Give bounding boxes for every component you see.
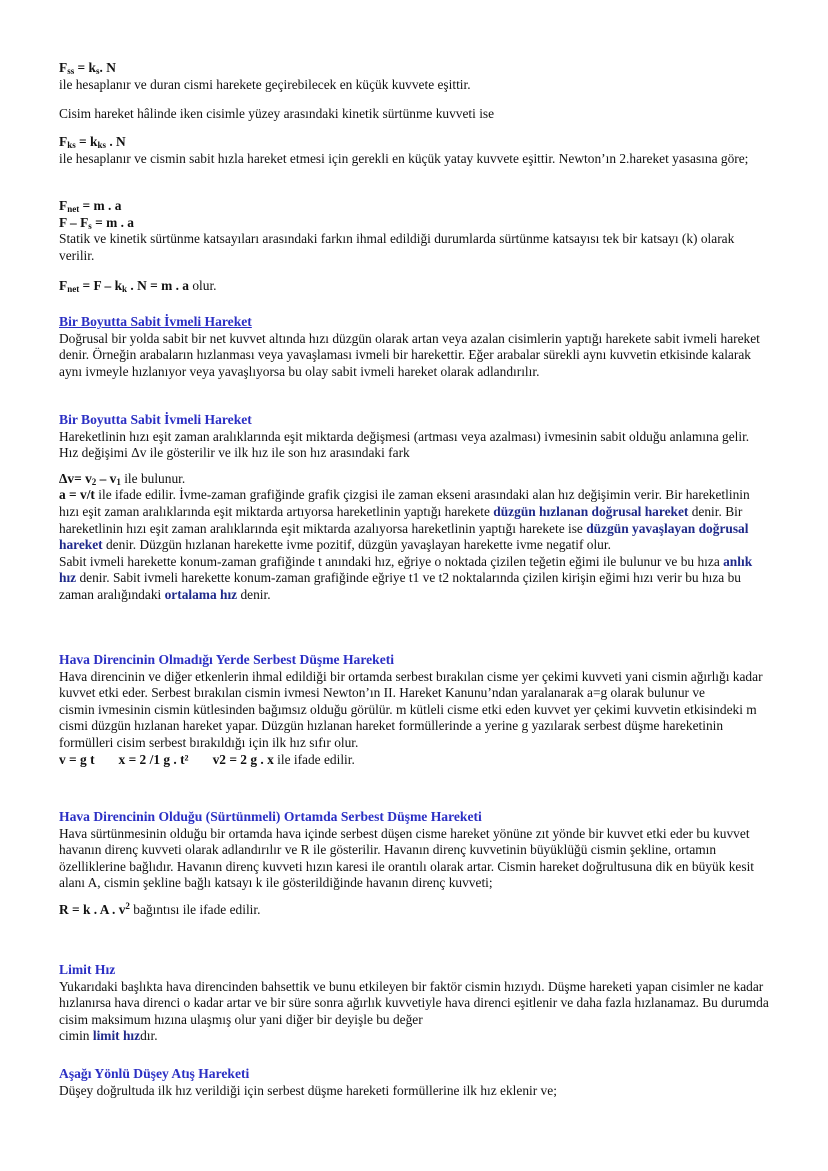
- net-force-block: [59, 278, 771, 295]
- kinetic-intro-text: Cisim hareket hâlinde iken cisimle yüzey arasındaki kinetik sürtünme kuvveti ise: [59, 106, 495, 121]
- section-body-4: Hava sürtünmesinin olduğu bir ortamda hava içinde serbest düşen cisme hareket yönüne zıt yönde bir kuvvet etki eder bu kuvvet havanın direnç kuvveti olarak adlandırılır ve R ile gösterilir. Havanın direnç kuvvetinin büyüklüğü cismin şekline, ortamın özelliklerine bağlıdır. Havanın direnç kuvveti hızın karesi ile orantılı olarak artar. Cismin hareket doğrultusuna dik en büyük kesit alanı A, cismin şekline bağlı katsayı k ile gösterildiğinde havanın direnç kuvveti;: [59, 825, 755, 891]
- section-downward-throw: [59, 1066, 771, 1099]
- section-terminal-velocity: [59, 962, 771, 1045]
- section-heading-6: Aşağı Yönlü Düşey Atış Hareketi: [59, 1066, 250, 1081]
- term-uniform-decelerated: düzgün yavaşlayan doğrusal hareket: [59, 520, 749, 553]
- section-body-5b: cimin limit hızdır.: [59, 1028, 158, 1044]
- term-average-speed: ortalama hız: [164, 586, 238, 602]
- section-free-fall-no-drag: [59, 652, 771, 768]
- section-body-5: Yukarıdaki başlıkta hava direncinden bahsettik ve bunu etkileyen bir faktör cismin hızıydı. Düşme hareketi yapan cisimler ne kadar hızlanırsa hava direnci o kadar artar ve bir süre sonra ağırlık kuvvetiyle hava direnci eşitlenir ve daha fazla hızlanamaz. Bu durumda cisim maksimum hızına ulaşmış olur yani diğer bir deyişle bu değer: [59, 978, 769, 1027]
- section-body-2: Hareketlinin hızı eşit zaman aralıklarında eşit miktarda değişmesi (artması veya azalması) ivmesinin sabit olduğu anlamına gelir. Hız değişimi Δv ile gösterilir ve ilk hız ile son hız arasındaki fark: [59, 428, 750, 461]
- section-constant-acceleration-1: [59, 314, 771, 380]
- section-heading-1: Bir Boyutta Sabit İvmeli Hareket: [59, 314, 252, 329]
- newton-text: Statik ve kinetik sürtünme katsayıları arasındaki farkın ihmal edildiği durumlarda sürtünme katsayısı tek bir katsayı (k) olarak verilir.: [59, 231, 735, 263]
- kinetic-friction-block: [59, 134, 771, 167]
- delta-v-formula: $\Delta v= v_2 - v_1$ ile bulunur.: [59, 470, 186, 487]
- section-heading-4: Hava Direncinin Olduğu (Sürtünmeli) Ortamda Serbest Düşme Hareketi: [59, 809, 482, 824]
- newton-formula-2: $F - F_s = m$ . a: [59, 214, 134, 231]
- free-fall-formulas: v = g t x = 2 /1 g . t² v2 = 2 g . x ile ifade edilir.: [59, 751, 355, 767]
- kinetic-friction-text: ile hesaplanır ve cismin sabit hızla hareket etmesi için gerekli en küçük yatay kuvvete eşittir. Newton’ın 2.hareket yasasına göre;: [59, 150, 749, 166]
- section-body-3a: Hava direncinin ve diğer etkenlerin ihmal edildiği bir ortamda serbest bırakılan cisme yer çekimi kuvveti yani cismin ağırlığı kadar kuvvet etki eder. Serbest bırakılan cismin ivmesi Newton’ın II. Hareket Kanunu’ndan yaralanarak a=g olarak bulunur ve: [59, 668, 763, 701]
- section-constant-acceleration-2: [59, 412, 771, 604]
- section-body-3b: cismin ivmesinin cismin kütlesinden bağımsız olduğu görülür. m kütleli cisme etki eden kuvvet yer çekimi kuvvetin etkisindeki m cismi düzgün hızlanan hareket yapar. Düzgün hızlanan hareket formüllerinde a yerine g yazılarak serbest düşme hareketinin formülleri cisim serbest bırakıldığı için ilk hız sıfır olur.: [59, 701, 757, 750]
- term-uniform-accelerated: düzgün hızlanan doğrusal hareket: [493, 503, 689, 519]
- net-force-formula: $F_{net} = F - k_k$ . N = m . a olur.: [59, 278, 217, 294]
- section-heading-3: Hava Direncinin Olmadığı Yerde Serbest Düşme Hareketi: [59, 652, 395, 667]
- newton-block: [59, 198, 771, 264]
- drag-formula: R = k . A . $v^2$ bağıntısı ile ifade edilir.: [59, 900, 261, 917]
- term-limit-speed: limit hız: [92, 1028, 141, 1044]
- newton-formula-1: $F_{net} = m$ . a: [59, 198, 122, 214]
- section-heading-2: Bir Boyutta Sabit İvmeli Hareket: [59, 412, 252, 427]
- section-free-fall-with-drag: [59, 809, 771, 919]
- static-friction-block: [59, 60, 771, 93]
- static-friction-formula: $F_{ss} = k_s$. N: [59, 60, 116, 76]
- kinetic-intro-block: [59, 106, 771, 123]
- term-instant-speed: anlık hız: [59, 553, 753, 586]
- acceleration-paragraph: a = v/t ile ifade edilir. İvme-zaman grafiğinde grafik çizgisi ile zaman ekseni arasındaki alan hız değişimin verir. Bir hareketlinin hızı eşit zaman aralıklarında eşit miktarda artıyorsa hareketlinin yaptığı harekete düzgün hızlanan doğrusal hareket denir. Bir hareketlinin hızı eşit zaman aralıklarında eşit miktarda azalıyorsa hareketlinin yaptığı harekete ise düzgün yavaşlayan doğrusal hareket denir. Düzgün hızlanan harekette ivme pozitif, düzgün yavaşlayan harekette ivme negatif olur.: [59, 487, 750, 553]
- section-heading-5: Limit Hız: [59, 962, 116, 977]
- section-body-6: Düşey doğrultuda ilk hız verildiği için serbest düşme hareketi formüllerine ilk hız eklenir ve;: [59, 1082, 557, 1098]
- static-friction-text: ile hesaplanır ve duran cismi harekete geçirebilecek en küçük kuvvete eşittir.: [59, 76, 471, 92]
- velocity-paragraph: Sabit ivmeli harekette konum-zaman grafiğinde t anındaki hız, eğriye o noktada çizilen teğetin eğimi ile bulunur ve bu hıza anlık hız denir. Sabit ivmeli harekette konum-zaman grafiğinde eğriye t1 ve t2 noktalarında çizilen kirişin eğimi hızı verir bu hıza bu zaman aralığındaki ortalama hız denir.: [59, 553, 753, 602]
- section-body-1: Doğrusal bir yolda sabit bir net kuvvet altında hızı düzgün olarak artan veya azalan cisimlerin yaptığı harekete sabit ivmeli hareket denir. Örneğin arabaların hızlanması veya yavaşlaması ivmeli bir harekettir. Eğer arabalar sürekli aynı kuvvetin etkisinde kalarak aynı ivmeyle hızlanıyor veya yavaşlıyorsa bu olay sabit ivmeli hareket olarak adlandırılır.: [59, 330, 760, 379]
- kinetic-friction-formula: $F_{ks} = k_{ks}$ . N: [59, 134, 126, 150]
